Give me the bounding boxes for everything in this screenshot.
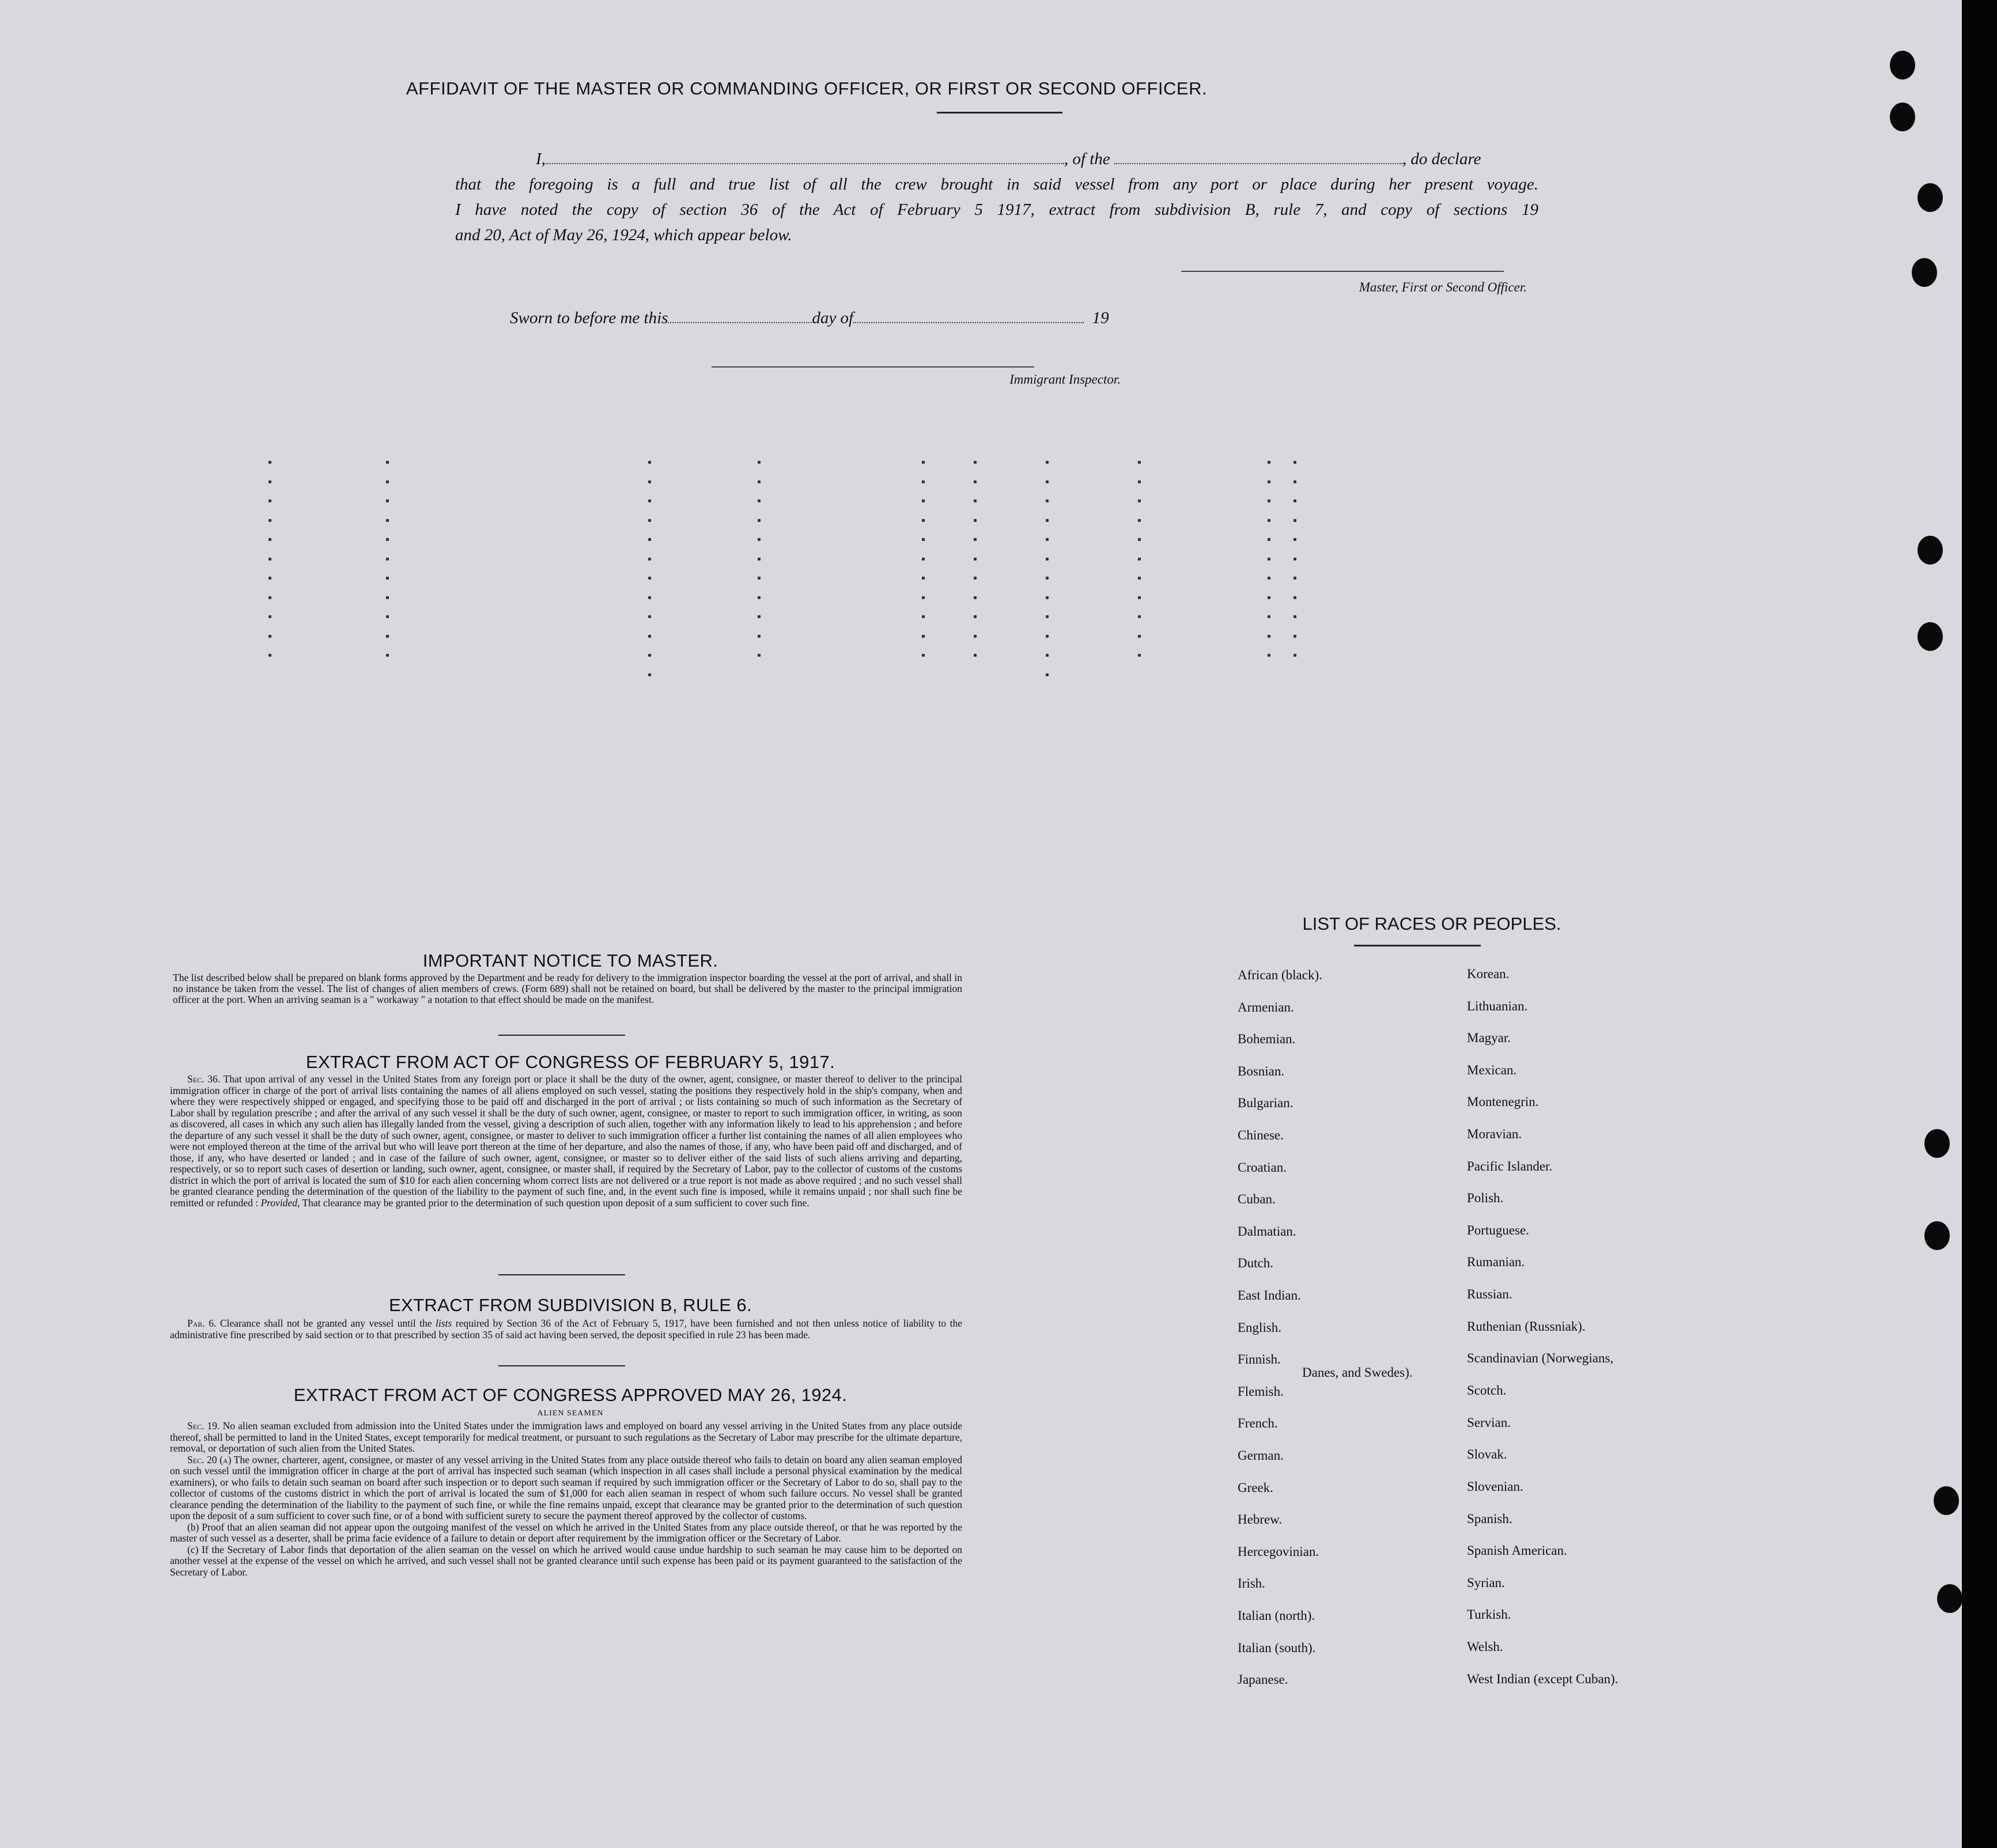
guide-mark: [386, 461, 389, 464]
race-item: Bosnian.: [1238, 1063, 1285, 1078]
inspector-caption: Immigrant Inspector.: [1009, 372, 1121, 387]
guide-mark: [648, 499, 651, 502]
section-divider: [498, 1274, 625, 1275]
race-item: Russian.: [1467, 1287, 1512, 1301]
section-divider: [498, 1365, 625, 1366]
race-item: Bohemian.: [1238, 1032, 1296, 1047]
guide-mark: [922, 480, 925, 483]
race-item: Finnish.: [1238, 1352, 1281, 1367]
race-item: African (black).: [1238, 968, 1322, 982]
sec-20c-text: (c) If the Secretary of Labor finds that deportation of the alien seaman on the vessel on which he arrived would cause undue hardship to such seaman he may cause him to be deported on another vessel at the expense of the vessel on which he arrived, and such vessel shall not be granted clearance until such expense has been paid or its payment guaranteed to the satisfaction of the Secretary of Labor.: [170, 1543, 962, 1578]
guide-mark: [1046, 558, 1049, 561]
race-item: Ruthenian (Russniak).: [1467, 1319, 1586, 1334]
guide-mark: [648, 596, 651, 599]
guide-mark: [1046, 480, 1049, 483]
sec-20a-label: Sec. 20 (a): [187, 1453, 232, 1465]
declaration-of-the: , of the: [1064, 150, 1110, 168]
extract-1917-title: EXTRACT FROM ACT OF CONGRESS OF FEBRUARY 5, 1917.: [305, 1052, 835, 1072]
binder-hole: [1917, 622, 1943, 651]
declaration-i: I,: [536, 150, 546, 168]
guide-mark: [648, 673, 651, 676]
race-item: Slovenian.: [1467, 1479, 1523, 1494]
guide-mark: [974, 519, 977, 522]
race-item: Spanish American.: [1467, 1543, 1567, 1558]
guide-mark: [922, 499, 925, 502]
race-item: Japanese.: [1238, 1672, 1288, 1687]
binder-hole: [1890, 103, 1915, 131]
notice-body: The list described below shall be prepared on blank forms approved by the Department and be ready for delivery to the immigration inspector boarding the vessel at the port of arrival, and shall in no instance be taken from the vessel. The list of changes of alien members of crews. (Form 689) shall not be retained on board, but shall be delivered by the master to the principal immigration officer at the port. When an arriving seaman is a " workaway " a notation to that effect should be made on the manifest.: [173, 972, 962, 1005]
guide-mark: [758, 538, 761, 541]
guide-mark: [1046, 499, 1049, 502]
guide-mark: [1293, 558, 1296, 561]
race-item: Servian.: [1467, 1415, 1511, 1430]
inspector-signature-line[interactable]: [712, 366, 1034, 368]
guide-mark: [922, 596, 925, 599]
sworn-prefix: Sworn to before me this: [510, 309, 668, 327]
race-item: French.: [1238, 1416, 1278, 1431]
guide-mark: [386, 558, 389, 561]
sec-20b-text: (b) Proof that an alien seaman did not appear upon the outgoing manifest of the vessel on which he arrived in the United States from any place outside thereof, or that he was reported by the master of such vessel as a deserter, shall be prima facie evidence of a failure to detain or deport after requirement by the immigration officer or the Secretary of Labor.: [170, 1521, 962, 1544]
race-item: Scotch.: [1467, 1383, 1507, 1398]
guide-mark: [1293, 538, 1296, 541]
scan-edge: [1962, 0, 1997, 1848]
guide-mark: [648, 558, 651, 561]
guide-mark: [648, 577, 651, 580]
guide-mark: [1293, 615, 1296, 618]
guide-mark: [1268, 558, 1270, 561]
guide-mark: [974, 596, 977, 599]
guide-mark: [386, 654, 389, 657]
guide-mark: [1293, 577, 1296, 580]
guide-mark: [922, 577, 925, 580]
guide-mark: [922, 538, 925, 541]
guide-mark: [758, 654, 761, 657]
provided-word: Provided,: [260, 1196, 300, 1209]
guide-mark: [1293, 654, 1296, 657]
lists-word: lists: [436, 1317, 452, 1329]
binder-hole: [1890, 51, 1915, 79]
race-item: Scandinavian (Norwegians,: [1467, 1351, 1614, 1366]
race-item: Rumanian.: [1467, 1255, 1525, 1270]
guide-mark: [386, 635, 389, 638]
guide-mark: [648, 538, 651, 541]
vessel-blank[interactable]: [1114, 150, 1402, 164]
guide-mark: [268, 480, 271, 483]
guide-mark: [648, 461, 651, 464]
guide-mark: [268, 577, 271, 580]
guide-mark: [1293, 499, 1296, 502]
binder-hole: [1934, 1486, 1959, 1515]
guide-mark: [758, 635, 761, 638]
alien-seamen-subtitle: ALIEN SEAMEN: [537, 1409, 604, 1418]
guide-mark: [268, 596, 271, 599]
guide-mark: [648, 480, 651, 483]
sworn-day-blank[interactable]: [668, 309, 812, 323]
binder-hole: [1937, 1584, 1962, 1613]
guide-mark: [1293, 480, 1296, 483]
race-item: Italian (south).: [1238, 1640, 1316, 1655]
race-item: West Indian (except Cuban).: [1467, 1671, 1618, 1686]
guide-mark: [922, 635, 925, 638]
guide-mark: [1268, 538, 1270, 541]
title-divider: [937, 112, 1062, 113]
race-item: Danes, and Swedes).: [1302, 1365, 1413, 1380]
extract-rule6-body: [170, 1318, 962, 1340]
guide-mark: [974, 654, 977, 657]
guide-mark: [922, 519, 925, 522]
race-item: Turkish.: [1467, 1607, 1511, 1622]
sworn-month-blank[interactable]: [853, 309, 1084, 323]
guide-mark: [268, 538, 271, 541]
binder-hole: [1924, 1221, 1950, 1250]
guide-mark: [1138, 635, 1141, 638]
sworn-year: 19: [1092, 309, 1109, 327]
guide-mark: [1046, 635, 1049, 638]
guide-mark: [1046, 538, 1049, 541]
guide-mark: [386, 519, 389, 522]
affidavit-title: AFFIDAVIT OF THE MASTER OR COMMANDING OFFICER, OR FIRST OR SECOND OFFICER.: [406, 78, 1208, 99]
race-item: Irish.: [1238, 1576, 1265, 1591]
guide-mark: [974, 577, 977, 580]
name-blank[interactable]: [546, 150, 1064, 164]
guide-mark: [648, 519, 651, 522]
guide-mark: [1268, 480, 1270, 483]
guide-mark: [1138, 558, 1141, 561]
guide-mark: [758, 499, 761, 502]
guide-mark: [758, 480, 761, 483]
guide-mark: [386, 538, 389, 541]
sec-36-text: That upon arrival of any vessel in the United States from any foreign port or place it shall be the duty of the owner, agent, consignee, or master thereof to deliver to the principal immigration officer in charge of the port of arrival lists containing the names of all aliens employed on such vessel, stating the positions they respectively hold in the ship's company, when and where they were respectively shipped or engaged, and specifying those to be paid off and discharged in the port of arrival ; or lists containing so much of such information as the Secretary of Labor shall by regulation prescribe ; and after the arrival of any such vessel it shall be the duty of such owner, agent, consignee, or master to report to such immigration officer, in writing, as soon as discovered, all cases in which any such alien has illegally landed from the vessel, giving a description of such alien, together with any information likely to lead to his apprehension ; and before the departure of any such vessel it shall be the duty of such owner, agent, consignee, or master to deliver to such immigration officer a further list containing the names of all alien employees who were not employed thereon at the time of the arrival but who will leave port thereon at the time of her departure, and also the names of those, if any, who have been paid off and discharged, and of those, if any, who have deserted or landed ; and in case of the failure of such owner, agent, consignee, or master so to deliver either of the said lists of such aliens arriving and departing, respectively, or so to report such cases of desertion or landing, such owner, agent, consignee, or master shall, if required by the Secretary of Labor, pay to the collector of customs of the customs district in which the port of arrival is located the sum of $10 for each alien concerning whom correct lists are not delivered or a true report is not made as above required ; and no such vessel shall be granted clearance pending the determination of the question of the liability to the payment of such fine, and, in the event such fine is imposed, while it remains unpaid ; nor shall such fine be remitted or refunded :: [170, 1073, 962, 1209]
guide-mark: [268, 519, 271, 522]
race-item: Syrian.: [1467, 1575, 1505, 1590]
guide-mark: [758, 461, 761, 464]
guide-mark: [758, 577, 761, 580]
guide-mark: [922, 615, 925, 618]
race-item: Spanish.: [1467, 1511, 1512, 1526]
sec-36-text-end: That clearance may be granted prior to the determination of such question upon deposit of a sum sufficient to cover such fine.: [302, 1196, 810, 1209]
master-signature-caption: Master, First or Second Officer.: [1359, 280, 1527, 294]
guide-mark: [1268, 461, 1270, 464]
guide-mark: [1138, 519, 1141, 522]
declaration-line-4: and 20, Act of May 26, 1924, which appear below.: [455, 226, 792, 244]
extract-1924-title: EXTRACT FROM ACT OF CONGRESS APPROVED MAY 26, 1924.: [293, 1385, 848, 1405]
declaration-do-declare: , do declare: [1402, 150, 1481, 168]
guide-mark: [1268, 635, 1270, 638]
guide-mark: [1138, 577, 1141, 580]
guide-mark: [1046, 519, 1049, 522]
sworn-statement: [510, 309, 1109, 328]
guide-mark: [974, 480, 977, 483]
race-item: Chinese.: [1238, 1128, 1284, 1142]
guide-mark: [1138, 596, 1141, 599]
binder-hole: [1917, 536, 1943, 565]
guide-mark: [268, 635, 271, 638]
par-6-text-end: required by Section 36 of the Act of February 5, 1917, have been furnished and not then unless notice of liability to the administrative fine prescribed by said section or to that prescribed by section 35 of said act having been served, the deposit specified in rule 23 has been made.: [170, 1317, 963, 1340]
race-item: Portuguese.: [1467, 1222, 1529, 1237]
race-item: Italian (north).: [1238, 1608, 1315, 1623]
race-item: Pacific Islander.: [1467, 1158, 1553, 1173]
race-item: Cuban.: [1238, 1192, 1276, 1207]
race-item: Montenegrin.: [1467, 1095, 1539, 1109]
sworn-day-of: day of: [812, 309, 854, 327]
races-title: LIST OF RACES OR PEOPLES.: [1302, 914, 1561, 934]
guide-mark: [268, 499, 271, 502]
guide-mark: [758, 596, 761, 599]
guide-mark: [1138, 615, 1141, 618]
guide-mark: [922, 461, 925, 464]
guide-mark: [1046, 596, 1049, 599]
race-item: Armenian.: [1238, 999, 1294, 1014]
guide-mark: [1268, 615, 1270, 618]
binder-hole: [1912, 258, 1937, 287]
race-item: Dutch.: [1238, 1256, 1273, 1271]
guide-mark: [1138, 538, 1141, 541]
race-item: Welsh.: [1467, 1639, 1503, 1654]
guide-mark: [1138, 480, 1141, 483]
guide-mark: [1138, 499, 1141, 502]
extract-rule6-title: EXTRACT FROM SUBDIVISION B, RULE 6.: [388, 1295, 752, 1315]
guide-mark: [758, 519, 761, 522]
guide-mark: [1046, 654, 1049, 657]
guide-mark: [974, 461, 977, 464]
guide-mark: [648, 635, 651, 638]
guide-mark: [386, 615, 389, 618]
guide-mark: [1138, 461, 1141, 464]
guide-mark: [1046, 577, 1049, 580]
race-item: English.: [1238, 1320, 1282, 1335]
races-divider: [1354, 945, 1481, 946]
sec-19-label: Sec. 19.: [187, 1420, 220, 1432]
race-item: Korean.: [1467, 967, 1510, 981]
guide-mark: [974, 635, 977, 638]
race-item: Greek.: [1238, 1480, 1273, 1495]
affidavit-declaration: [455, 146, 1538, 248]
extract-1917-body: [170, 1074, 962, 1209]
guide-mark: [1293, 596, 1296, 599]
guide-mark: [1293, 635, 1296, 638]
guide-mark: [648, 654, 651, 657]
guide-mark: [922, 558, 925, 561]
guide-mark: [1268, 596, 1270, 599]
guide-mark: [758, 615, 761, 618]
guide-mark: [386, 480, 389, 483]
race-item: Hercegovinian.: [1238, 1544, 1319, 1559]
sec-20a-text: The owner, charterer, agent, consignee, or master of any vessel arriving in the United States from any place outside thereof who fails to detain on board any alien seaman employed on such vessel until the immigration officer in charge at the port of arrival has inspected such seaman (which inspection in all cases shall include a personal physical examination by the medical examiners), or who fails to detain such seaman on board after such inspection or to deport such seaman if required by such immigration officer or the Secretary of Labor to do so, shall pay to the collector of customs of the customs district in which the port of arrival is located the sum of $1,000 for each alien seaman in respect of whom such failure occurs. No vessel shall be granted clearance pending the determination of the liability to the payment of such fine, or while the fine remains unpaid, except that clearance may be granted prior to the determination of such question upon the deposit of a sum sufficient to cover such fine, or of a bond with sufficient surety to secure the payment thereof approved by the collector of customs.: [170, 1453, 962, 1521]
race-item: Hebrew.: [1238, 1512, 1283, 1527]
notice-title: IMPORTANT NOTICE TO MASTER.: [422, 950, 718, 971]
guide-mark: [386, 596, 389, 599]
guide-mark: [922, 654, 925, 657]
section-divider: [498, 1035, 625, 1036]
guide-mark: [1046, 673, 1049, 676]
sec-19-text: No alien seaman excluded from admission into the United States under the immigration laws and employed on board any vessel arriving in the United States from any place outside thereof, shall be permitted to land in the United States, except temporarily for medical treatment, or pursuant to such regulations as the Secretary of Labor may prescribe for the ultimate departure, removal, or deportation of such alien from the United States.: [170, 1420, 962, 1454]
race-item: Moravian.: [1467, 1127, 1522, 1141]
race-item: Flemish.: [1238, 1384, 1284, 1399]
extract-1924-body: [170, 1421, 962, 1578]
binder-hole: [1924, 1129, 1950, 1158]
race-item: Magyar.: [1467, 1031, 1511, 1046]
guide-mark: [386, 499, 389, 502]
guide-mark: [386, 577, 389, 580]
race-item: Mexican.: [1467, 1062, 1517, 1077]
binder-hole: [1917, 183, 1943, 212]
guide-mark: [1268, 654, 1270, 657]
race-item: Croatian.: [1238, 1160, 1287, 1175]
guide-mark: [974, 558, 977, 561]
guide-mark: [974, 615, 977, 618]
guide-mark: [268, 461, 271, 464]
declaration-line-2: that the foregoing is a full and true list of all the crew brought in said vessel from any port or place during her present voyage.: [455, 175, 1538, 194]
par-6-text: Clearance shall not be granted any vessel until the: [220, 1317, 432, 1329]
race-item: German.: [1238, 1448, 1284, 1463]
declaration-line-3: I have noted the copy of section 36 of the Act of February 5 1917, extract from subdivision B, rule 7, and copy of sections 19: [455, 200, 1538, 219]
race-item: Polish.: [1467, 1191, 1504, 1206]
guide-mark: [1268, 499, 1270, 502]
guide-mark: [268, 654, 271, 657]
guide-mark: [758, 558, 761, 561]
guide-mark: [648, 615, 651, 618]
race-item: Dalmatian.: [1238, 1224, 1296, 1239]
guide-mark: [1293, 461, 1296, 464]
master-signature-line[interactable]: [1181, 271, 1504, 272]
guide-mark: [974, 538, 977, 541]
guide-mark: [268, 558, 271, 561]
guide-mark: [974, 499, 977, 502]
guide-mark: [1268, 577, 1270, 580]
race-item: East Indian.: [1238, 1288, 1301, 1302]
race-item: Bulgarian.: [1238, 1096, 1293, 1111]
guide-mark: [1046, 461, 1049, 464]
guide-mark: [1138, 654, 1141, 657]
guide-mark: [1046, 615, 1049, 618]
guide-mark: [1268, 519, 1270, 522]
sec-36-label: Sec. 36.: [187, 1073, 221, 1085]
guide-mark: [268, 615, 271, 618]
guide-mark: [1293, 519, 1296, 522]
race-item: Lithuanian.: [1467, 998, 1528, 1013]
race-item: Slovak.: [1467, 1447, 1507, 1462]
par-6-label: Par. 6.: [187, 1317, 217, 1329]
